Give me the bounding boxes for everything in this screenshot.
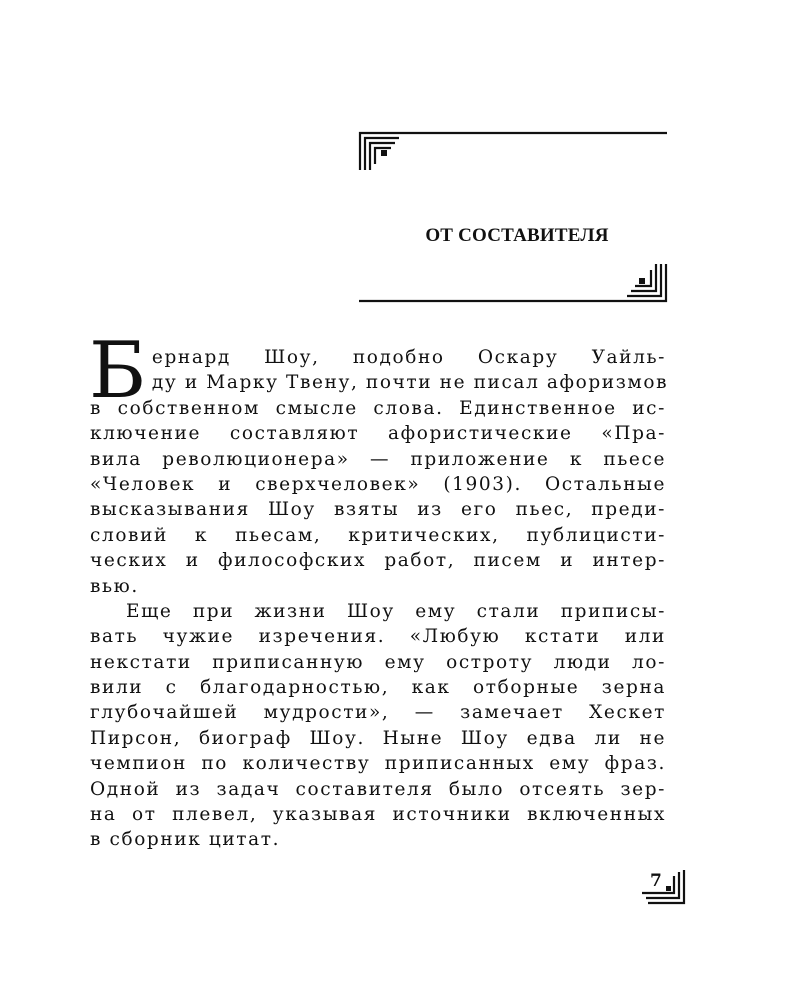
text-line: ческих и философских работ, писем и интер-	[90, 550, 666, 572]
text-line: Одной из задач составителя было отсеять зер-	[90, 778, 666, 800]
text-line: ду и Марку Твену, почти не писал афоризмов	[151, 372, 669, 394]
corner-ornament-top-left-icon	[357, 130, 669, 170]
corner-ornament-bottom-right-icon	[357, 264, 669, 304]
text-line: некстати приписанную ему остроту люди ло-	[90, 651, 666, 673]
text-line: «Человек и сверхчеловек» (1903). Остальные	[90, 473, 666, 495]
folio-corner-ornament-icon	[638, 868, 694, 908]
text-line: чемпион по количеству приписанных ему фраз.	[90, 753, 666, 775]
body-text	[89, 326, 669, 853]
text-line: вили с благодарностью, как отборные зерна	[90, 677, 666, 699]
text-line: Еще при жизни Шоу ему стали приписы-	[126, 600, 666, 622]
text-line: Пирсон, биограф Шоу. Ныне Шоу едва ли не	[90, 727, 666, 749]
text-line: вать чужие изречения. «Любую кстати или	[90, 626, 666, 648]
text-line: на от плевел, указывая источники включенных	[90, 804, 666, 826]
page-title: ОТ СОСТАВИТЕЛЯ	[425, 224, 609, 246]
text-line: словий к пьесам, критических, публицисти-	[90, 524, 666, 546]
text-line: в собственном смысле слова. Единственное ис-	[90, 397, 666, 419]
text-line: ернард Шоу, подобно Оскару Уайль-	[151, 347, 666, 368]
drop-cap: Б	[89, 326, 148, 416]
text-line: ключение составляют афористические «Пра-	[90, 423, 666, 445]
page-number: 7	[650, 871, 662, 891]
text-line: высказывания Шоу взяты из его пьес, преди-	[90, 499, 666, 521]
text-line: в сборник цитат.	[90, 829, 281, 851]
text-line: вила революционера» — приложение к пьесе	[90, 448, 666, 470]
text-line: вью.	[90, 575, 139, 597]
text-line: глубочайшей мудрости», — замечает Хескет	[90, 702, 666, 724]
